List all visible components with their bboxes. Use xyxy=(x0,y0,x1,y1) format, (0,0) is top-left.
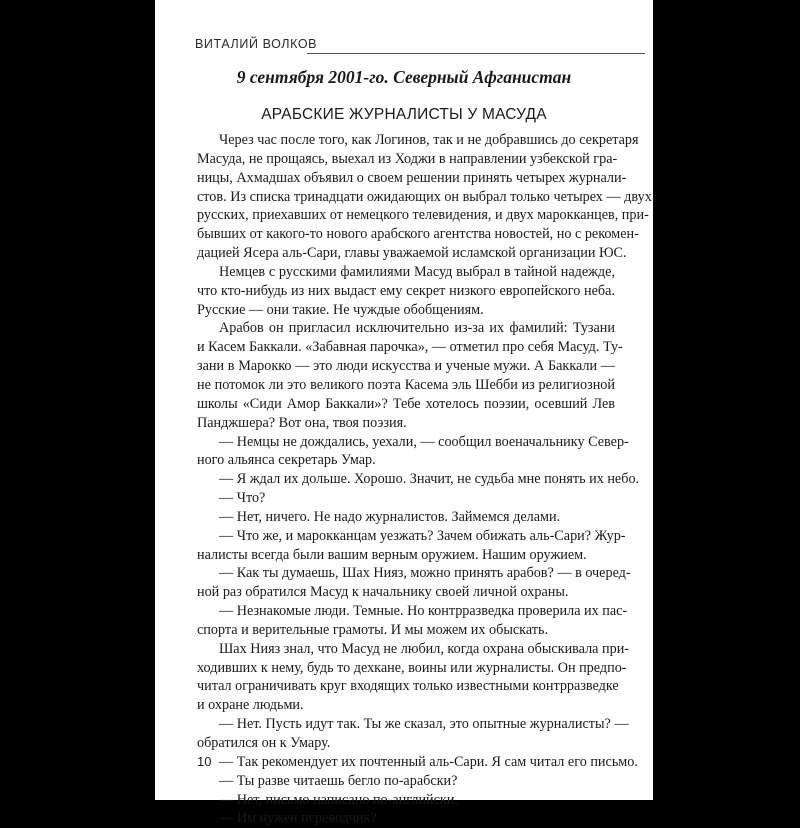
book-page xyxy=(155,0,653,827)
chapter-title: АРАБСКИЕ ЖУРНАЛИСТЫ У МАСУДА xyxy=(261,106,547,123)
text-line: Панджшера? Вот она, твоя поэзия. xyxy=(197,414,407,431)
page-number: 10 xyxy=(197,754,212,769)
text-line: не потомок ли это великого поэта Касема эль Шебби из религиозной xyxy=(197,376,615,393)
text-line: — Нет, письмо написано по-английски. xyxy=(219,791,458,808)
text-line: налисты всегда были вашим верным оружием. Нашим оружием. xyxy=(197,546,587,563)
text-line: школы «Сиди Амор Баккали»? Тебе хотелось поэзии, осевший Лев xyxy=(197,395,615,412)
text-line: — Я ждал их дольше. Хорошо. Значит, не судьба мне понять их небо. xyxy=(219,471,640,488)
text-line: — Незнакомые люди. Темные. Но контрразведка проверила их пас- xyxy=(219,603,628,620)
text-line: ходивших к нему, будь то дехкане, воины или журналисты. Он предпо- xyxy=(197,659,627,676)
text-line: — Ты разве читаешь бегло по-арабски? xyxy=(219,772,458,789)
text-line: дацией Ясера аль-Сари, главы уважаемой исламской организации ЮС. xyxy=(197,245,627,262)
text-line: ной раз обратился Масуд к начальнику своей личной охраны. xyxy=(197,584,569,601)
chapter-date-line: 9 сентября 2001-го. Северный Афганистан xyxy=(236,67,572,87)
text-line: — Что же, и марокканцам уезжать? Зачем обижать аль-Сари? Жур- xyxy=(219,527,626,544)
text-line: — Что? xyxy=(219,490,266,507)
header-rule xyxy=(307,53,645,54)
text-line: и Касем Баккали. «Забавная парочка», — отметил про себя Масуд. Ту- xyxy=(197,339,623,356)
text-line: читал ограничивать круг входящих только известными контрразведке xyxy=(197,678,619,695)
running-head-author: ВИТАЛИЙ ВОЛКОВ xyxy=(195,37,318,51)
text-line: — Немцы не дождались, уехали, — сообщил военачальнику Север- xyxy=(219,433,629,450)
body-text xyxy=(197,131,652,828)
text-line: ного альянса секретарь Умар. xyxy=(197,452,376,469)
text-line: — Нет, ничего. Не надо журналистов. Займемся делами. xyxy=(219,508,561,525)
text-line: — Нет. Пусть идут так. Ты же сказал, это опытные журналисты? — xyxy=(219,716,629,733)
text-line: Немцев с русскими фамилиями Масуд выбрал в тайной надежде, xyxy=(219,263,615,280)
text-line: и охране людьми. xyxy=(197,697,304,714)
text-line: спорта и верительные грамоты. И мы можем их обыскать. xyxy=(197,621,548,638)
text-line: Русские — они такие. Не чуждые обобщениям. xyxy=(197,301,484,318)
text-line: — Так рекомендует их почтенный аль-Сари. Я сам читал его письмо. xyxy=(219,753,638,770)
text-line: русских, приехавших от немецкого телевидения, и двух марокканцев, при- xyxy=(197,207,649,224)
text-line: Масуда, не прощаясь, выехал из Ходжи в направлении узбекской гра- xyxy=(197,150,618,167)
text-line: Через час после того, как Логинов, так и не добравшись до секретаря xyxy=(219,132,639,148)
text-line: что кто-нибудь из них выдаст ему секрет низкого европейского неба. xyxy=(197,282,615,299)
text-line: зани в Марокко — это люди искусства и ученые мужи. А Баккали — xyxy=(197,358,615,375)
text-line: — Им нужен переводчик? xyxy=(219,810,377,827)
text-line: бывших от какого-то нового арабского агентства новостей, но с рекомен- xyxy=(197,226,639,243)
text-line: Шах Нияз знал, что Масуд не любил, когда охрана обыскивала при- xyxy=(219,640,630,657)
text-line: обратился он к Умару. xyxy=(197,735,331,751)
text-line: Арабов он пригласил исключительно из-за их фамилий: Тузани xyxy=(219,320,615,337)
text-line: — Как ты думаешь, Шах Нияз, можно принять арабов? — в очеред- xyxy=(219,565,631,582)
text-line: стов. Из списка тринадцати ожидающих он выбрал только четырех — двух xyxy=(197,188,652,205)
text-line: ницы, Ахмадшах объявил о своем решении принять четырех журнали- xyxy=(197,169,627,186)
